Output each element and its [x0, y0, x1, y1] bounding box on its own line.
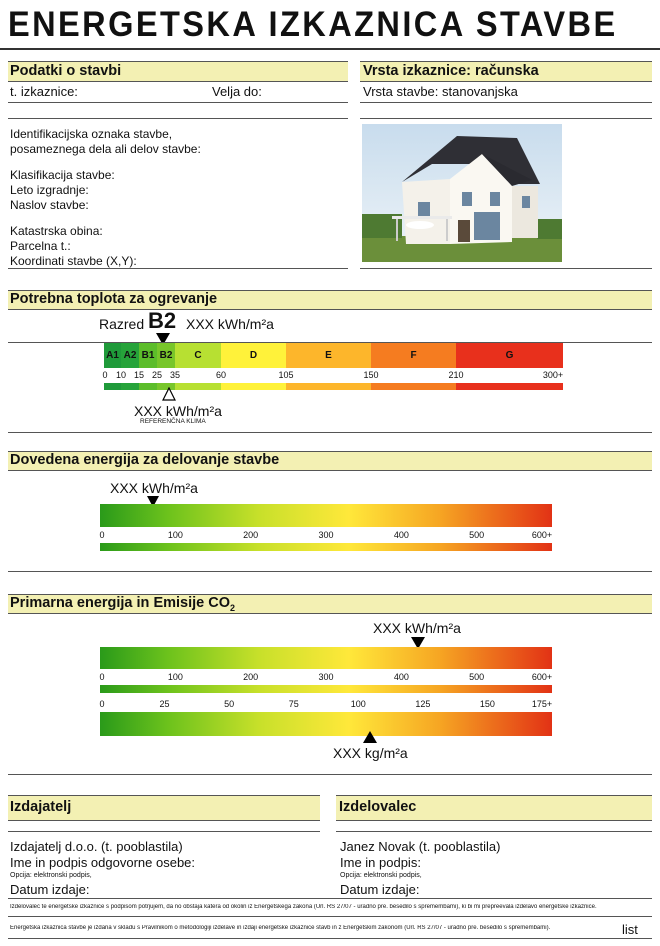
primary-heading: Primarna energija in Emisije $CO_2$ [10, 595, 236, 613]
co2-ticks-label: 150 [479, 699, 495, 709]
parcel-label: Parcelna t.: [10, 239, 71, 253]
prim-ticks-label: 200 [243, 672, 259, 682]
co2-value: XXX kg/m²a [333, 745, 408, 761]
row-rule [8, 831, 320, 832]
heating-segment-a1: A1 [104, 343, 121, 368]
footer-statement: Izdelovalec te energetske izkaznice s podpisom potrjujem, da no obstaja katera od okolin iz Energetskega zakona (Url. RS 27/07 - uradno pre. besedilo s spremembami), ki bi mi prepreevala izdelavo energetske izkaznice. [10, 904, 597, 910]
issuer-date-label: Datum izdaje: [10, 882, 90, 897]
heating-reference-segment [175, 383, 221, 390]
row-rule [360, 102, 652, 103]
issuer-band [8, 795, 320, 821]
co2-scale-ticks [100, 699, 552, 711]
row-rule [8, 432, 652, 433]
del-ticks-label: 200 [243, 530, 259, 540]
heating-tick: 0 [102, 370, 108, 380]
co2-ticks-label: 100 [350, 699, 366, 709]
co2-ticks-label: 125 [415, 699, 431, 709]
row-rule [8, 102, 348, 103]
row-rule [8, 268, 348, 269]
heating-tick: 300+ [542, 370, 564, 380]
page-title: ENERGETSKA IZKAZNICA STAVBE [8, 5, 618, 44]
primary-scale-ticks [100, 672, 552, 684]
heating-scale-ticks [102, 370, 564, 382]
heating-value: XXX kWh/m²a [186, 316, 274, 332]
heating-tick: 105 [278, 370, 294, 380]
reference-marker-icon [162, 387, 176, 401]
footer-legal: Energetska izkaznica stavbe je izdana v skladu s Pravilnikom o metodologiji izdelave in izdaji energetske izkaznice stavb in z Energetskim zakonom (Url. RS 27/07 - uradno pre. besedilo s spremembami). [10, 925, 551, 931]
del-ticks-label: 0 [99, 530, 105, 540]
prim-ticks-label: 100 [167, 672, 183, 682]
del-ticks-label: 400 [393, 530, 409, 540]
heating-segment-g: G [456, 343, 563, 368]
delivered-thin-bar [100, 543, 552, 551]
primary-heading-sub: 2 [230, 602, 236, 613]
heating-tick: 15 [133, 370, 145, 380]
delivered-band [8, 451, 652, 471]
heating-reference-segment [221, 383, 286, 390]
issuer-sign-label: Ime in podpis odgovorne osebe: [10, 855, 196, 870]
year-built-label: Leto izgradnje: [10, 183, 89, 197]
row-rule [8, 571, 652, 572]
heating-band [8, 290, 652, 310]
co2-ticks-label: 25 [159, 699, 170, 709]
row-rule [336, 831, 652, 832]
issuer-option-note: Opcija: elektronski podpis, [10, 872, 92, 879]
heating-reference-segment [371, 383, 456, 390]
heating-tick: 25 [151, 370, 163, 380]
delivered-heading: Dovedena energija za delovanje stavbe [10, 452, 280, 468]
card-type-heading: Vrsta izkaznice: računska [363, 63, 539, 79]
building-data-heading: Podatki o stavbi [10, 63, 122, 79]
page-label: list [622, 922, 638, 937]
heating-segment-f: F [371, 343, 456, 368]
reference-value: XXX kWh/m²a [134, 403, 222, 419]
heating-segment-d: D [221, 343, 286, 368]
delivered-scale-ticks [100, 530, 552, 542]
class-value: B2 [148, 308, 177, 333]
row-rule [8, 774, 652, 775]
del-ticks-label: 600+ [531, 530, 553, 540]
classification-label: Klasifikacija stavbe: [10, 168, 115, 182]
prim-ticks-label: 500 [469, 672, 485, 682]
delivered-scale-bar [100, 504, 552, 527]
heating-reference-segment [121, 383, 139, 390]
card-type-band [360, 61, 652, 82]
building-type: Vrsta stavbe: stanovanjska [363, 84, 518, 99]
heating-tick: 150 [363, 370, 379, 380]
building-data-band [8, 61, 348, 82]
prim-ticks-label: 0 [99, 672, 105, 682]
co2-ticks-label: 0 [99, 699, 105, 709]
title-rule [0, 48, 660, 50]
heating-segment-b2: B2 [157, 343, 175, 368]
row-rule [8, 938, 652, 939]
heating-tick: 10 [115, 370, 127, 380]
maker-band [336, 795, 652, 821]
heating-reference-segment [286, 383, 371, 390]
prim-ticks-label: 600+ [531, 672, 553, 682]
co2-ticks-label: 175+ [531, 699, 553, 709]
maker-option-note: Opcija: elektronski podpis, [340, 872, 422, 879]
row-rule [360, 268, 652, 269]
valid-until-label: Velja do: [212, 84, 262, 99]
heating-reference-segment [139, 383, 157, 390]
del-ticks-label: 100 [167, 530, 183, 540]
del-ticks-label: 500 [469, 530, 485, 540]
reference-label: REFERENČNA KLIMA [140, 418, 206, 425]
heating-tick: 35 [169, 370, 181, 380]
row-rule [8, 898, 652, 899]
id-label-2: posameznega dela ali delov stavbe: [10, 142, 201, 156]
class-label: Razred [99, 316, 145, 332]
delivered-value: XXX kWh/m²a [110, 480, 198, 496]
heating-segment-c: C [175, 343, 221, 368]
heating-heading: Potrebna toplota za ogrevanje [10, 291, 218, 307]
heating-segment-e: E [286, 343, 371, 368]
building-photo [362, 124, 562, 262]
maker-heading: Izdelovalec [339, 799, 417, 815]
coordinates-label: Koordinati stavbe (X,Y): [10, 254, 137, 268]
row-rule [360, 118, 652, 119]
del-ticks-label: 300 [318, 530, 334, 540]
heating-tick: 210 [448, 370, 464, 380]
co2-marker-icon [363, 731, 377, 743]
co2-ticks-label: 50 [224, 699, 235, 709]
prim-ticks-label: 300 [318, 672, 334, 682]
prim-ticks-label: 400 [393, 672, 409, 682]
primary-band [8, 594, 652, 614]
heating-tick: 60 [215, 370, 227, 380]
address-label: Naslov stavbe: [10, 198, 89, 212]
heating-reference-segment [456, 383, 563, 390]
maker-sign-label: Ime in podpis: [340, 855, 421, 870]
heating-reference-segment [104, 383, 121, 390]
id-label-1: Identifikacijska oznaka stavbe, [10, 127, 173, 141]
maker-name: Janez Novak (t. pooblastila) [340, 839, 501, 854]
issuer-heading: Izdajatelj [10, 799, 72, 815]
primary-thin-bar [100, 685, 552, 693]
heating-segment-a2: A2 [121, 343, 139, 368]
primary-energy-value: XXX kWh/m²a [373, 620, 461, 636]
primary-scale-bar [100, 647, 552, 669]
heating-segment-b1: B1 [139, 343, 157, 368]
co2-scale-bar [100, 712, 552, 736]
cadastral-label: Katastrska obina: [10, 224, 103, 238]
maker-date-label: Datum izdaje: [340, 882, 420, 897]
row-rule [8, 916, 652, 917]
issuer-name: Izdajatelj d.o.o. (t. pooblastila) [10, 839, 183, 854]
co2-ticks-label: 75 [288, 699, 299, 709]
heating-scale-bar [104, 343, 558, 368]
card-number-label: t. izkaznice: [10, 84, 78, 99]
row-rule [8, 118, 348, 119]
